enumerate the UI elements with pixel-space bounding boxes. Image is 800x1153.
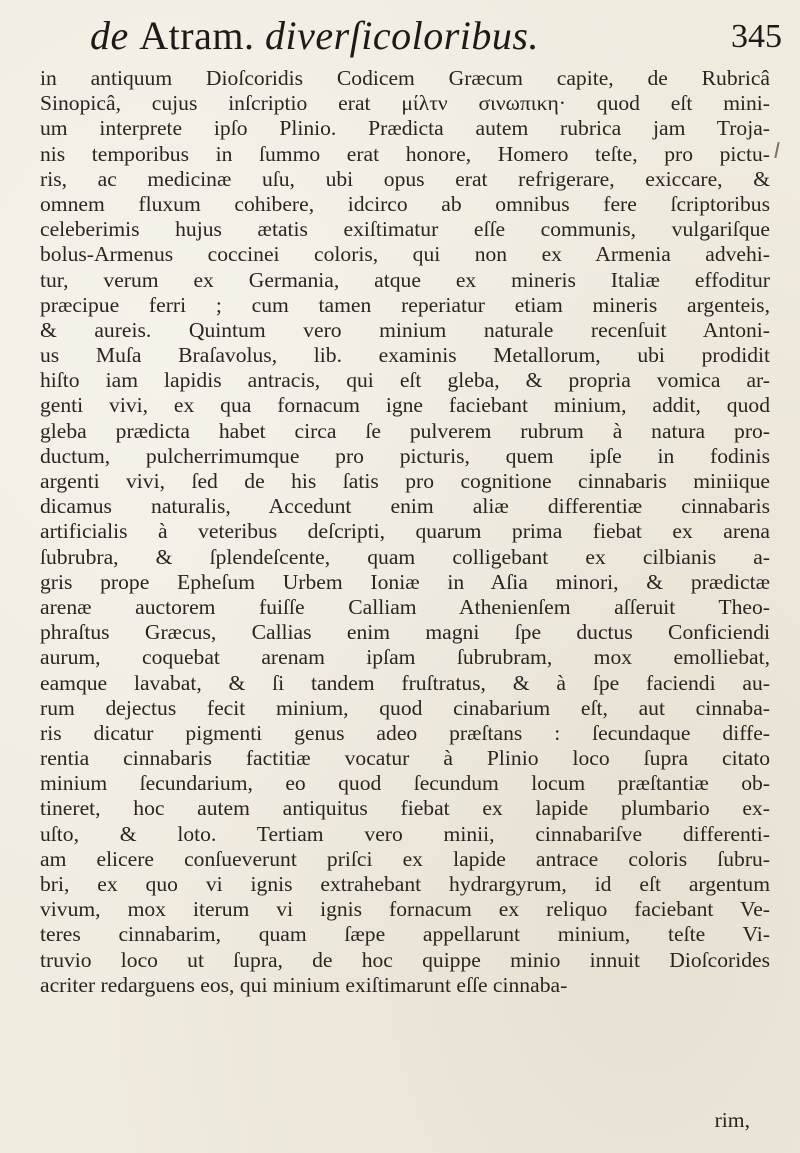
text-line: us Muſa Braſavolus, lib. examinis Metallorum, ubi prodidit bbox=[40, 343, 770, 368]
text-line: bri, ex quo vi ignis extrahebant hydrargyrum, id eſt argentum bbox=[40, 872, 770, 896]
running-head-prefix: de bbox=[90, 13, 140, 58]
text-line: in antiquum Dioſcoridis Codicem Græcum capite, de Rubricâ bbox=[40, 66, 770, 90]
catchword: rim, bbox=[714, 1108, 750, 1132]
text-line: Sinopicâ, cujus inſcriptio erat μίλτν σινωπικη· quod eſt mini- bbox=[40, 91, 770, 116]
text-line: omnem fluxum cohibere, idcirco ab omnibus fere ſcriptoribus bbox=[40, 191, 770, 216]
text-line: minium ſecundarium, eo quod ſecundum locum præſtantiæ ob- bbox=[40, 771, 770, 796]
text-line: tur, verum ex Germania, atque ex mineris Italiæ effoditur bbox=[40, 267, 770, 292]
text-line: eamque lavabat, & ſi tandem fruſtratus, & à ſpe faciendi au- bbox=[40, 670, 770, 695]
text-line: arenæ auctorem fuiſſe Calliam Athenienſem aſſeruit Theo- bbox=[40, 594, 770, 619]
text-line: gleba prædicta habet circa ſe pulverem rubrum à natura pro- bbox=[40, 418, 770, 443]
margin-mark bbox=[774, 142, 779, 158]
page-number: 345 bbox=[731, 18, 782, 55]
running-head-title bbox=[90, 12, 539, 59]
body-text bbox=[40, 66, 770, 998]
text-line: vivum, mox iterum vi ignis fornacum ex reliquo faciebant Ve- bbox=[40, 897, 770, 922]
text-line: phraſtus Græcus, Callias enim magni ſpe ductus Conficiendi bbox=[40, 620, 770, 645]
running-header bbox=[0, 6, 800, 66]
running-head-word: Atram. bbox=[139, 13, 265, 58]
text-line: teres cinnabarim, quam ſæpe appellarunt minium, teſte Vi- bbox=[40, 922, 770, 947]
text-line: hiſto iam lapidis antracis, qui eſt gleba, & propria vomica ar- bbox=[40, 368, 770, 393]
text-line: genti vivi, ex qua fornacum igne faciebant minium, addit, quod bbox=[40, 393, 770, 418]
text-line: argenti vivi, ſed de his ſatis pro cognitione cinnabaris miniique bbox=[40, 469, 770, 493]
text-line: præcipue ferri ; cum tamen reperiatur etiam mineris argenteis, bbox=[40, 292, 770, 317]
text-line: bolus-Armenus coccinei coloris, qui non ex Armenia advehi- bbox=[40, 242, 770, 267]
text-line: artificialis à veteribus deſcripti, quarum prima fiebat ex arena bbox=[40, 519, 770, 544]
text-line: gris prope Epheſum Urbem Ioniæ in Aſia minori, & prædictæ bbox=[40, 569, 770, 594]
running-head-rest: diverſicoloribus. bbox=[264, 13, 539, 58]
text-line: ſubrubra, & ſplendeſcente, quam colligebant ex cilbianis a- bbox=[40, 544, 770, 569]
text-line: truvio loco ut ſupra, de hoc quippe minio innuit Dioſcorides bbox=[40, 947, 770, 972]
text-line: ductum, pulcherrimumque pro picturis, quem ipſe in fodinis bbox=[40, 443, 770, 468]
text-line: nis temporibus in ſummo erat honore, Homero teſte, pro pictu- bbox=[40, 141, 770, 166]
text-line: tineret, hoc autem antiquitus fiebat ex lapide plumbario ex- bbox=[40, 796, 770, 821]
text-line: am elicere conſueverunt priſci ex lapide antrace coloris ſubru- bbox=[40, 846, 770, 871]
text-line: ris dicatur pigmenti genus adeo præſtans : ſecundaque diffe- bbox=[40, 720, 770, 745]
text-line: dicamus naturalis, Accedunt enim aliæ differentiæ cinnabaris bbox=[40, 494, 770, 519]
text-line: uſto, & loto. Tertiam vero minii, cinnabariſve differenti- bbox=[40, 821, 770, 846]
text-line: celeberimis hujus ætatis exiſtimatur eſſe communis, vulgariſque bbox=[40, 217, 770, 242]
text-line: rentia cinnabaris factitiæ vocatur à Plinio loco ſupra citato bbox=[40, 746, 770, 771]
text-line: ris, ac medicinæ uſu, ubi opus erat refrigerare, exiccare, & bbox=[40, 166, 770, 191]
text-line: rum dejectus fecit minium, quod cinabarium eſt, aut cinnaba- bbox=[40, 695, 770, 720]
text-line: & aureis. Quintum vero minium naturale recenſuit Antoni- bbox=[40, 317, 770, 342]
text-line: aurum, coquebat arenam ipſam ſubrubram, mox emolliebat, bbox=[40, 645, 770, 670]
text-line: acriter redarguens eos, qui minium exiſtimarunt eſſe cinnaba- bbox=[40, 972, 568, 997]
text-line: um interprete ipſo Plinio. Prædicta autem rubrica jam Troja- bbox=[40, 116, 770, 141]
